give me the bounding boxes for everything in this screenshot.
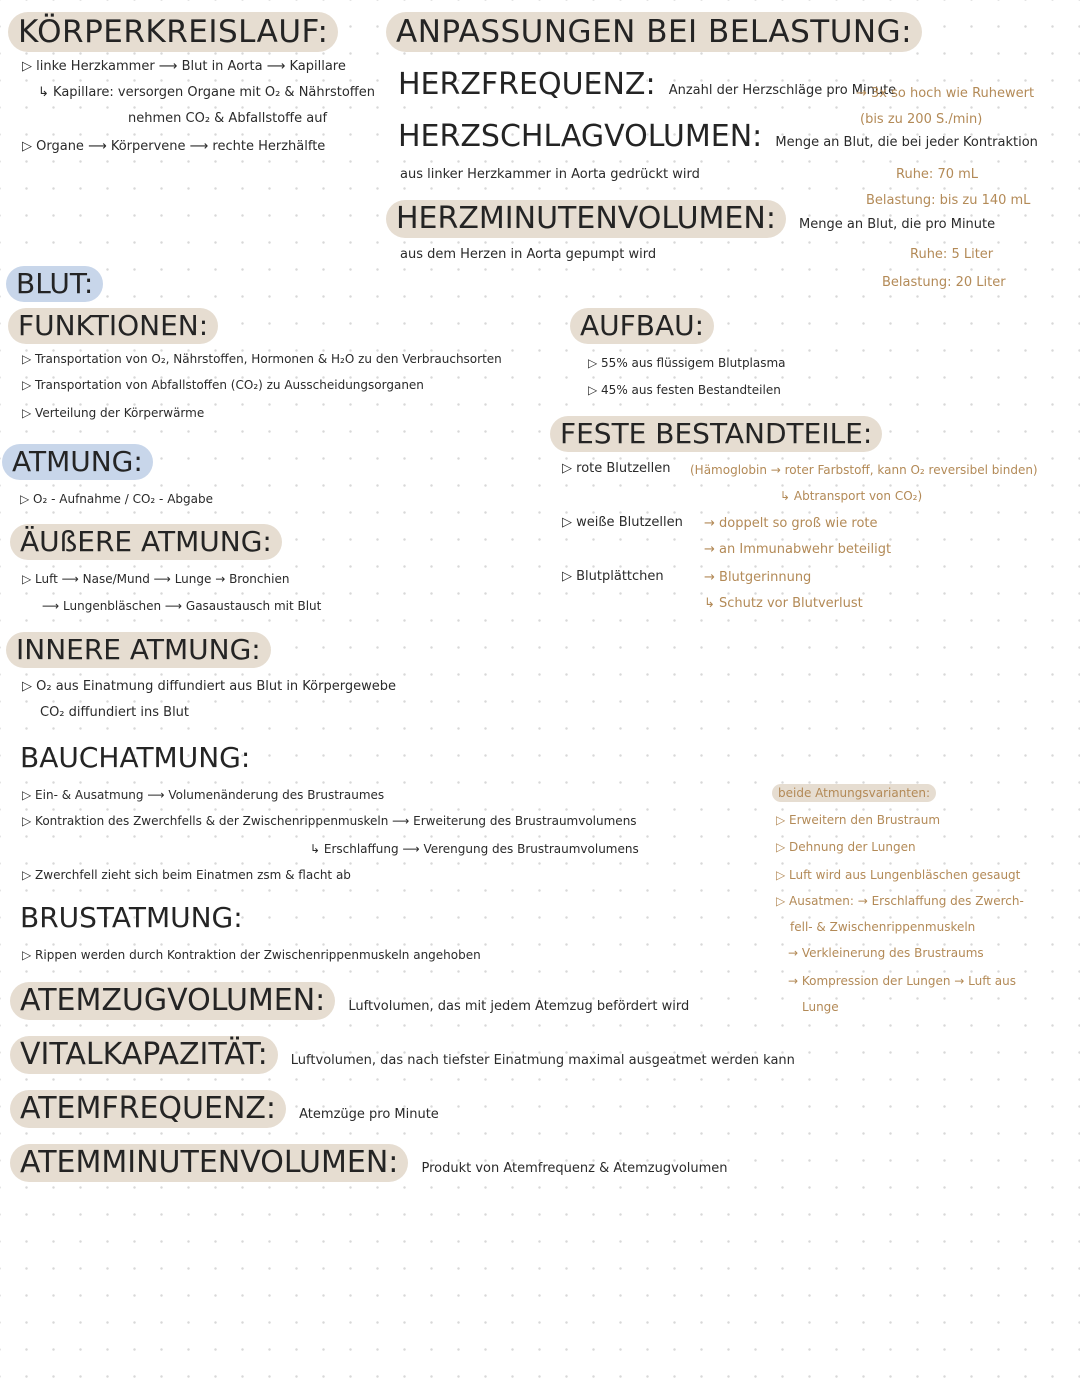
beide-line-4: ▷ Ausatmen: → Erschlaffung des Zwerch- [776, 894, 1024, 908]
aufbau-line-2: ▷ 45% aus festen Bestandteilen [588, 383, 781, 397]
brust-line: ▷ Rippen werden durch Kontraktion der Zwischenrippenmuskeln angehoben [22, 948, 481, 962]
beide-line-1: ▷ Erweitern den Brustraum [776, 813, 941, 827]
funktionen-title: FUNKTIONEN: [8, 308, 218, 344]
aeussere-line-1: ▷ Luft ⟶ Nase/Mund ⟶ Lunge → Bronchien [22, 572, 290, 586]
herzfrequenz-note-1: → 3x so hoch wie Ruhewert [856, 86, 1035, 101]
innere-line-1: ▷ O₂ aus Einatmung diffundiert aus Blut in Körpergewebe [22, 679, 396, 694]
beide-line-3: ▷ Luft wird aus Lungenbläschen gesaugt [776, 868, 1021, 882]
herzminutenvolumen-note-1: Ruhe: 5 Liter [910, 247, 994, 262]
minuten-row [10, 1144, 728, 1182]
frequenz-term: ATEMFREQUENZ: [10, 1090, 286, 1128]
blut-heading [6, 266, 103, 302]
weisse-note-1: → doppelt so groß wie rote [704, 516, 878, 531]
plaettchen-note-2: ↳ Schutz vor Blutverlust [704, 596, 863, 611]
rote-note-2: ↳ Abtransport von CO₂) [780, 489, 923, 503]
funktionen-line-3: ▷ Verteilung der Körperwärme [22, 406, 205, 420]
aeussere-line-2: ⟶ Lungenbläschen ⟶ Gasaustausch mit Blut [42, 599, 322, 613]
atemzug-row [10, 982, 689, 1020]
herzschlagvolumen-note-2: Belastung: bis zu 140 mL [866, 193, 1031, 208]
atemzug-term: ATEMZUGVOLUMEN: [10, 982, 335, 1020]
vital-row [10, 1036, 795, 1074]
feste-title: FESTE BESTANDTEILE: [550, 416, 882, 452]
beide-line-2: ▷ Dehnung der Lungen [776, 840, 916, 854]
blut-title: BLUT: [6, 266, 103, 302]
funktionen-line-1: ▷ Transportation von O₂, Nährstoffen, Hormonen & H₂O zu den Verbrauchsorten [22, 352, 502, 366]
koerperkreislauf-heading [8, 12, 338, 52]
aufbau-title: AUFBAU: [570, 308, 714, 344]
bauch-heading [8, 740, 250, 776]
anpassungen-heading [386, 12, 922, 52]
aeussere-heading [10, 524, 282, 560]
koerperkreislauf-title: KÖRPERKREISLAUF: [8, 12, 338, 52]
rote-note-1: (Hämoglobin → roter Farbstoff, kann O₂ reversibel binden) [690, 463, 1038, 477]
frequenz-def: Atemzüge pro Minute [299, 1107, 439, 1122]
bauch-line-4: ▷ Zwerchfell zieht sich beim Einatmen zsm & flacht ab [22, 868, 351, 882]
aeussere-title: ÄUßERE ATMUNG: [10, 524, 282, 560]
herzschlagvolumen-term: HERZSCHLAGVOLUMEN: [398, 119, 763, 154]
kk-line-1: ▷ linke Herzkammer ⟶ Blut in Aorta ⟶ Kapillare [22, 59, 346, 74]
beide-heading [772, 784, 936, 802]
herzschlagvolumen-note-1: Ruhe: 70 mL [896, 167, 979, 182]
herzfrequenz-note-2: (bis zu 200 S./min) [860, 112, 983, 127]
herzfrequenz-def: Anzahl der Herzschläge pro Minute [668, 83, 897, 98]
minuten-term: ATEMMINUTENVOLUMEN: [10, 1144, 408, 1182]
kk-line-2: ↳ Kapillare: versorgen Organe mit O₂ & Nährstoffen [38, 85, 375, 100]
atmung-line: ▷ O₂ - Aufnahme / CO₂ - Abgabe [20, 492, 213, 506]
funktionen-heading [8, 308, 218, 344]
innere-title: INNERE ATMUNG: [6, 632, 271, 668]
beide-line-7: → Kompression der Lungen → Luft aus [788, 974, 1016, 988]
brust-heading [8, 900, 243, 936]
beide-line-8: Lunge [802, 1000, 839, 1014]
herzminutenvolumen-row [386, 200, 995, 238]
kk-line-3: nehmen CO₂ & Abfallstoffe auf [128, 111, 328, 126]
minuten-def: Produkt von Atemfrequenz & Atemzugvolumen [421, 1161, 728, 1176]
plaettchen-note-1: → Blutgerinnung [704, 570, 812, 585]
herzschlagvolumen-def-2: aus linker Herzkammer in Aorta gedrückt wird [400, 167, 700, 182]
herzminutenvolumen-note-2: Belastung: 20 Liter [882, 275, 1006, 290]
bauch-line-3: ↳ Erschlaffung ⟶ Verengung des Brustraumvolumens [310, 842, 639, 856]
plaettchen-label: ▷ Blutplättchen [562, 569, 664, 584]
bauch-line-1: ▷ Ein- & Ausatmung ⟶ Volumenänderung des Brustraumes [22, 788, 385, 802]
herzfrequenz-term: HERZFREQUENZ: [398, 67, 656, 102]
bauch-title: BAUCHATMUNG: [20, 741, 251, 774]
aufbau-heading [570, 308, 714, 344]
rote-label: ▷ rote Blutzellen [562, 461, 671, 476]
herzminutenvolumen-term: HERZMINUTENVOLUMEN: [386, 200, 786, 238]
feste-heading [550, 416, 882, 452]
anpassungen-title: ANPASSUNGEN BEI BELASTUNG: [386, 12, 922, 52]
funktionen-line-2: ▷ Transportation von Abfallstoffen (CO₂) zu Ausscheidungsorganen [22, 378, 424, 392]
weisse-label: ▷ weiße Blutzellen [562, 515, 683, 530]
kk-line-4: ▷ Organe ⟶ Körpervene ⟶ rechte Herzhälfte [22, 139, 326, 154]
herzschlagvolumen-def: Menge an Blut, die bei jeder Kontraktion [775, 135, 1038, 150]
innere-heading [6, 632, 271, 668]
beide-title: beide Atmungsvarianten: [772, 784, 936, 802]
herzminutenvolumen-def-2: aus dem Herzen in Aorta gepumpt wird [400, 247, 657, 262]
herzschlagvolumen-row [398, 118, 1038, 156]
bauch-line-2: ▷ Kontraktion des Zwerchfells & der Zwischenrippenmuskeln ⟶ Erweiterung des Brustraumvolumens [22, 814, 637, 828]
herzminutenvolumen-def: Menge an Blut, die pro Minute [799, 217, 996, 232]
herzfrequenz-row [398, 66, 896, 104]
innere-line-2: CO₂ diffundiert ins Blut [40, 705, 190, 720]
vital-term: VITALKAPAZITÄT: [10, 1036, 278, 1074]
brust-title: BRUSTATMUNG: [20, 901, 243, 934]
weisse-note-2: → an Immunabwehr beteiligt [704, 542, 892, 557]
aufbau-line-1: ▷ 55% aus flüssigem Blutplasma [588, 356, 786, 370]
frequenz-row [10, 1090, 439, 1128]
beide-line-5: fell- & Zwischenrippenmuskeln [790, 920, 976, 934]
atmung-title: ATMUNG: [2, 444, 153, 480]
beide-line-6: → Verkleinerung des Brustraums [788, 946, 984, 960]
vital-def: Luftvolumen, das nach tiefster Einatmung maximal ausgeatmet werden kann [290, 1053, 795, 1068]
atemzug-def: Luftvolumen, das mit jedem Atemzug befördert wird [348, 999, 690, 1014]
atmung-heading [2, 444, 153, 480]
